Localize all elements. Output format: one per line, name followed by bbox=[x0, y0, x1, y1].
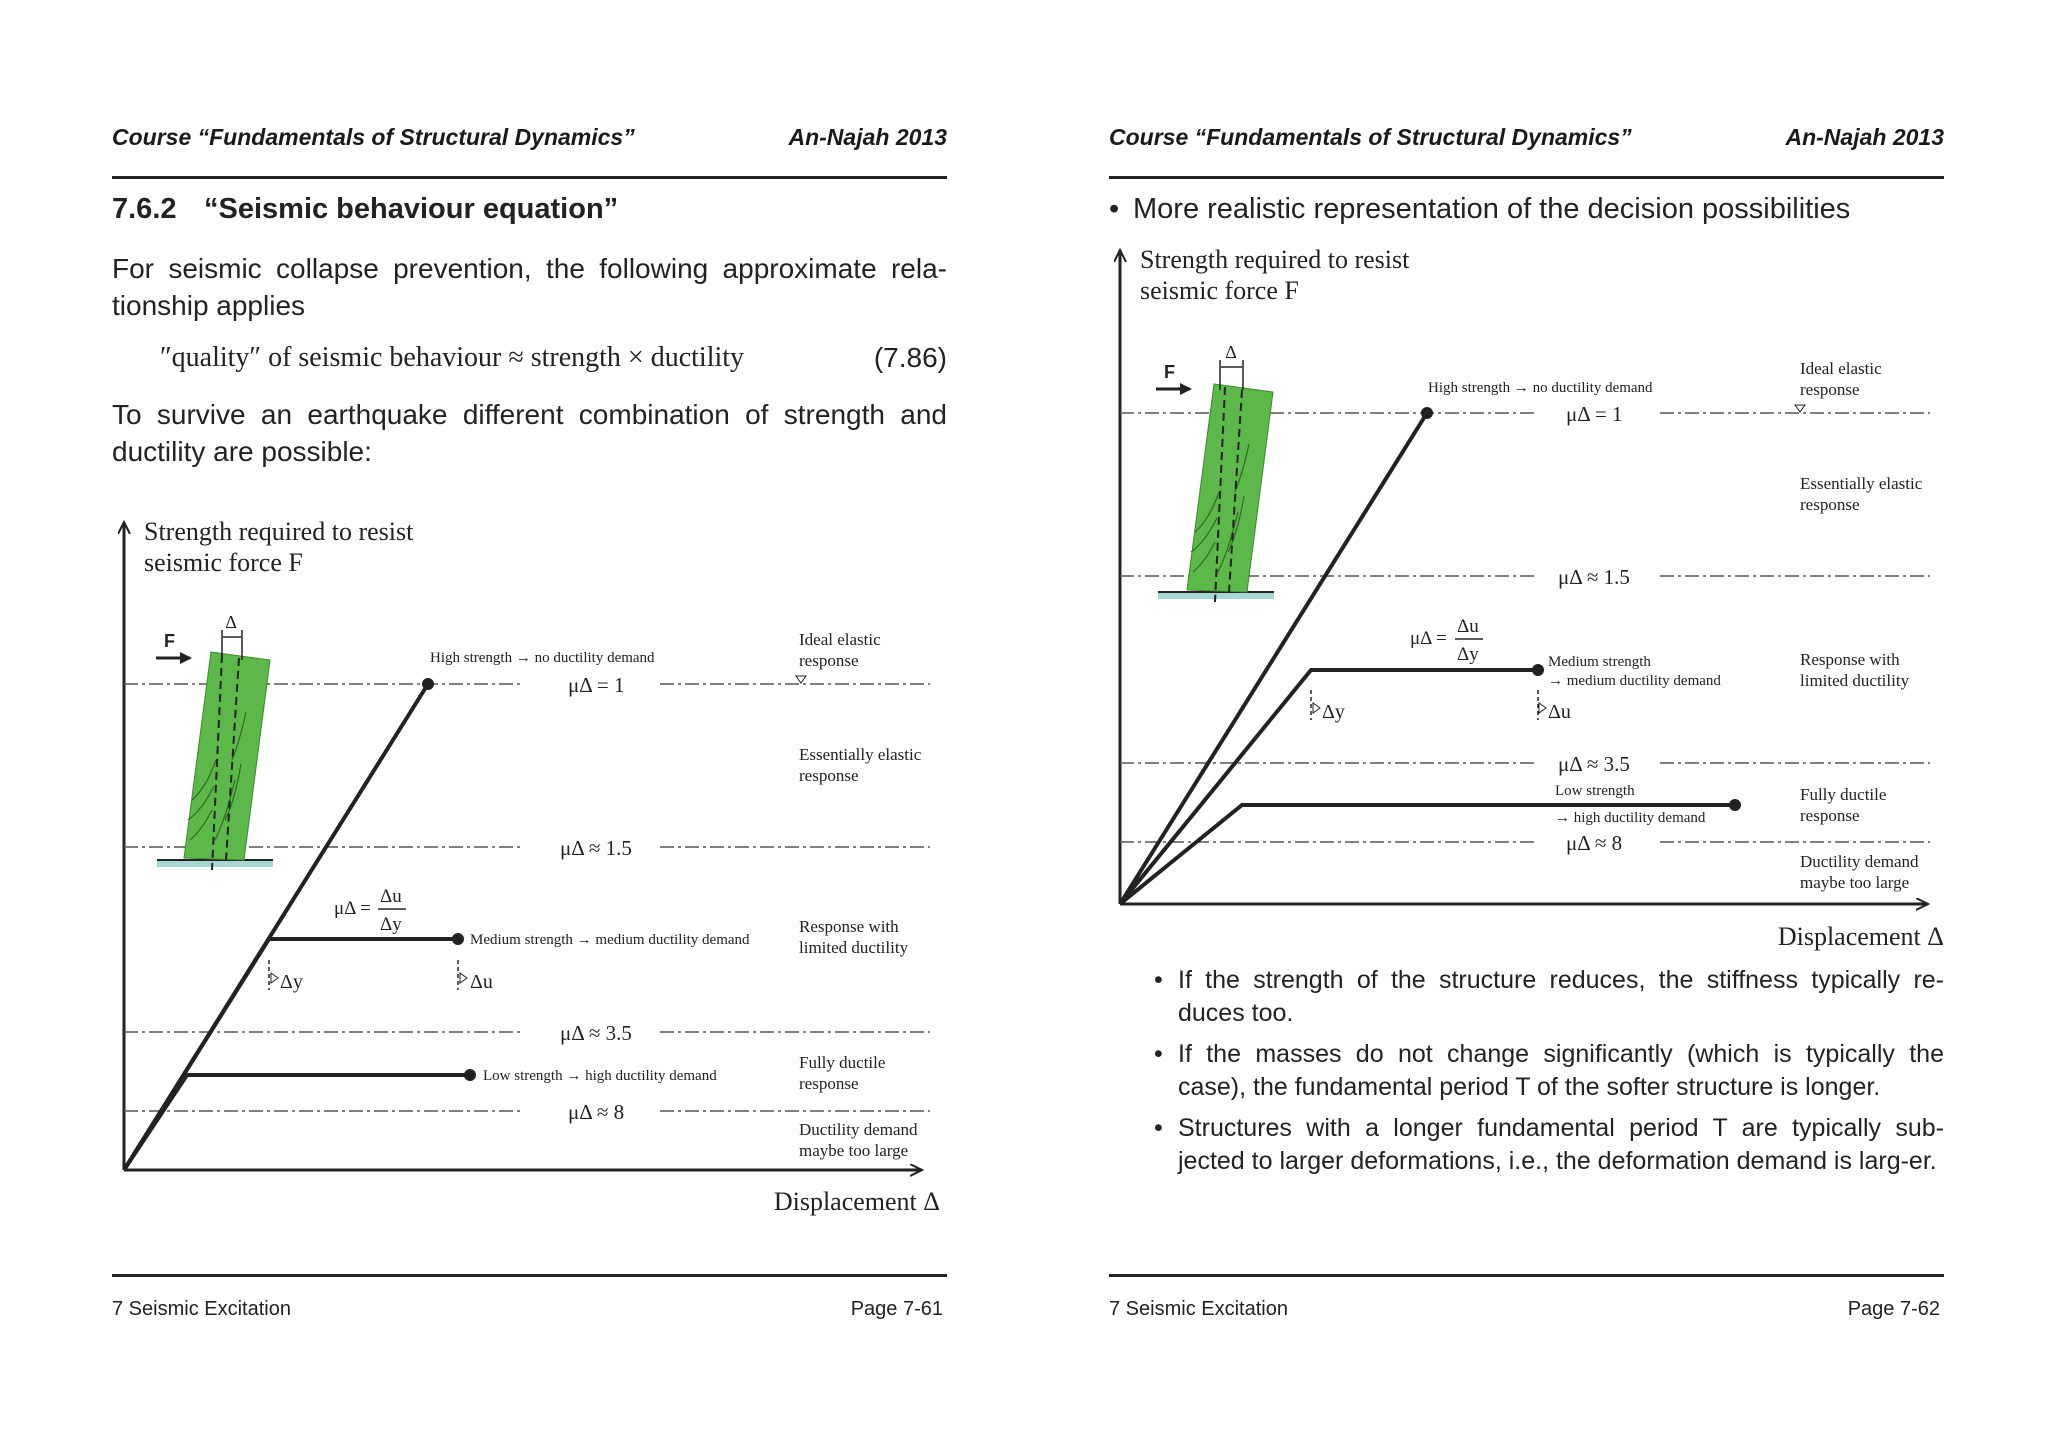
x-axis-label: Displacement Δ bbox=[1777, 922, 1944, 951]
delta-u-label: Δu bbox=[470, 971, 493, 993]
page-number: Page 7-61 bbox=[850, 1298, 943, 1320]
list-item: • If the masses do not change significantly (which is typically the case), the fundamental period T of the softer structure is longer. bbox=[1154, 1040, 1944, 1101]
region-limited-ductility-1: Response with bbox=[1800, 650, 1900, 669]
survive-paragraph: To survive an earthquake different combination of strength and ductility are possible: bbox=[112, 399, 947, 467]
section-number: 7.6.2 bbox=[112, 193, 177, 225]
region-too-large-1: Ductility demand bbox=[1800, 852, 1919, 871]
high-strength-curve bbox=[1120, 413, 1427, 904]
mu-1-5: μΔ ≈ 1.5 bbox=[560, 836, 632, 860]
main-bullet-text: More realistic representation of the decision possibilities bbox=[1133, 193, 1851, 225]
region-too-large-1: Ductility demand bbox=[799, 1120, 918, 1139]
equation-text: ″quality″ of seismic behaviour ≈ strength × ductility bbox=[160, 342, 745, 373]
low-strength-label: Low strength → high ductility demand bbox=[483, 1068, 717, 1084]
low-strength-end-point bbox=[1729, 799, 1741, 811]
low-strength-label-2: → high ductility demand bbox=[1555, 810, 1706, 826]
region-essentially-elastic-2: response bbox=[799, 766, 859, 785]
y-axis-label-line2: seismic force F bbox=[1140, 276, 1299, 305]
region-limited-ductility-1: Response with bbox=[799, 917, 899, 936]
region-ideal-elastic-1: Ideal elastic bbox=[799, 630, 881, 649]
region-too-large-2: maybe too large bbox=[799, 1141, 909, 1160]
mu-3-5: μΔ ≈ 3.5 bbox=[1558, 752, 1630, 776]
deformed-column bbox=[1187, 384, 1273, 592]
intro-paragraph: For seismic collapse prevention, the following approximate rela-tionship applies bbox=[112, 253, 947, 321]
region-fully-ductile-1: Fully ductile bbox=[799, 1053, 886, 1072]
region-ideal-elastic-2: response bbox=[799, 651, 859, 670]
high-strength-end-point bbox=[1421, 407, 1433, 419]
x-axis-label: Displacement Δ bbox=[773, 1187, 940, 1216]
delta-y-label: Δy bbox=[1322, 701, 1345, 723]
region-fully-ductile-2: response bbox=[799, 1074, 859, 1093]
delta-label: Δ bbox=[225, 612, 237, 632]
svg-text:Δu: Δu bbox=[1457, 616, 1479, 637]
mu-8: μΔ ≈ 8 bbox=[1566, 831, 1623, 855]
response-region-labels bbox=[1795, 359, 1923, 892]
region-limited-ductility-2: limited ductility bbox=[799, 938, 909, 957]
institution-year: An-Najah 2013 bbox=[1785, 124, 1944, 150]
force-label: F bbox=[1164, 362, 1175, 382]
medium-strength-label-1: Medium strength bbox=[1548, 654, 1651, 670]
delta-y-label: Δy bbox=[280, 971, 303, 993]
region-essentially-elastic-1: Essentially elastic bbox=[799, 745, 922, 764]
region-too-large-2: maybe too large bbox=[1800, 873, 1910, 892]
medium-strength-label-2: → medium ductility demand bbox=[1548, 673, 1721, 689]
region-fully-ductile-2: response bbox=[1800, 806, 1860, 825]
medium-strength-label: Medium strength → medium ductility demand bbox=[470, 932, 750, 948]
equation-number: (7.86) bbox=[873, 342, 947, 373]
delta-label: Δ bbox=[1225, 342, 1237, 362]
mu-1: μΔ = 1 bbox=[568, 673, 625, 697]
region-limited-ductility-2: limited ductility bbox=[1800, 671, 1910, 690]
region-ideal-elastic-2: response bbox=[1800, 380, 1860, 399]
high-strength-label: High strength → no ductility demand bbox=[430, 650, 655, 666]
mu-1: μΔ = 1 bbox=[1566, 402, 1623, 426]
region-essentially-elastic-2: response bbox=[1800, 495, 1860, 514]
low-strength-label-1: Low strength bbox=[1555, 783, 1635, 799]
course-title: Course “Fundamentals of Structural Dynamics” bbox=[1109, 124, 1632, 150]
mu-8: μΔ ≈ 8 bbox=[568, 1100, 625, 1124]
delta-u-label: Δu bbox=[1548, 701, 1571, 723]
institution-year: An-Najah 2013 bbox=[788, 124, 947, 150]
svg-text:μΔ =: μΔ = bbox=[334, 898, 371, 919]
y-axis-label-line1: Strength required to resist bbox=[144, 517, 414, 546]
ductility-definition bbox=[1410, 616, 1483, 665]
chapter-label: 7 Seismic Excitation bbox=[1109, 1298, 1288, 1320]
region-essentially-elastic-1: Essentially elastic bbox=[1800, 474, 1923, 493]
region-ideal-elastic-1: Ideal elastic bbox=[1800, 359, 1882, 378]
y-axis-label-line1: Strength required to resist bbox=[1140, 245, 1410, 274]
main-bullet: • More realistic representation of the decision possibilities bbox=[1109, 193, 1851, 225]
list-item: • Structures with a longer fundamental period T are typically sub-jected to larger deformations, i.e., the deformation demand is larg-er. bbox=[1154, 1114, 1944, 1175]
high-strength-label: High strength → no ductility demand bbox=[1428, 380, 1653, 396]
page-number: Page 7-62 bbox=[1847, 1298, 1940, 1320]
section-title: “Seismic behaviour equation” bbox=[204, 193, 619, 225]
medium-strength-end-point bbox=[1532, 664, 1544, 676]
svg-text:Δy: Δy bbox=[380, 914, 402, 935]
svg-text:Δy: Δy bbox=[1457, 644, 1479, 665]
svg-text:μΔ =: μΔ = bbox=[1410, 628, 1447, 649]
chapter-label: 7 Seismic Excitation bbox=[112, 1298, 291, 1320]
region-fully-ductile-1: Fully ductile bbox=[1800, 785, 1887, 804]
y-axis-label-line2: seismic force F bbox=[144, 548, 303, 577]
list-item: • If the strength of the structure reduces, the stiffness typically re-duces too. bbox=[1154, 966, 1944, 1027]
course-title: Course “Fundamentals of Structural Dynamics” bbox=[112, 124, 635, 150]
mu-3-5: μΔ ≈ 3.5 bbox=[560, 1021, 632, 1045]
svg-text:Δu: Δu bbox=[380, 886, 402, 907]
force-label: F bbox=[164, 631, 175, 651]
column-illustration bbox=[1156, 342, 1274, 602]
mu-1-5: μΔ ≈ 1.5 bbox=[1558, 565, 1630, 589]
